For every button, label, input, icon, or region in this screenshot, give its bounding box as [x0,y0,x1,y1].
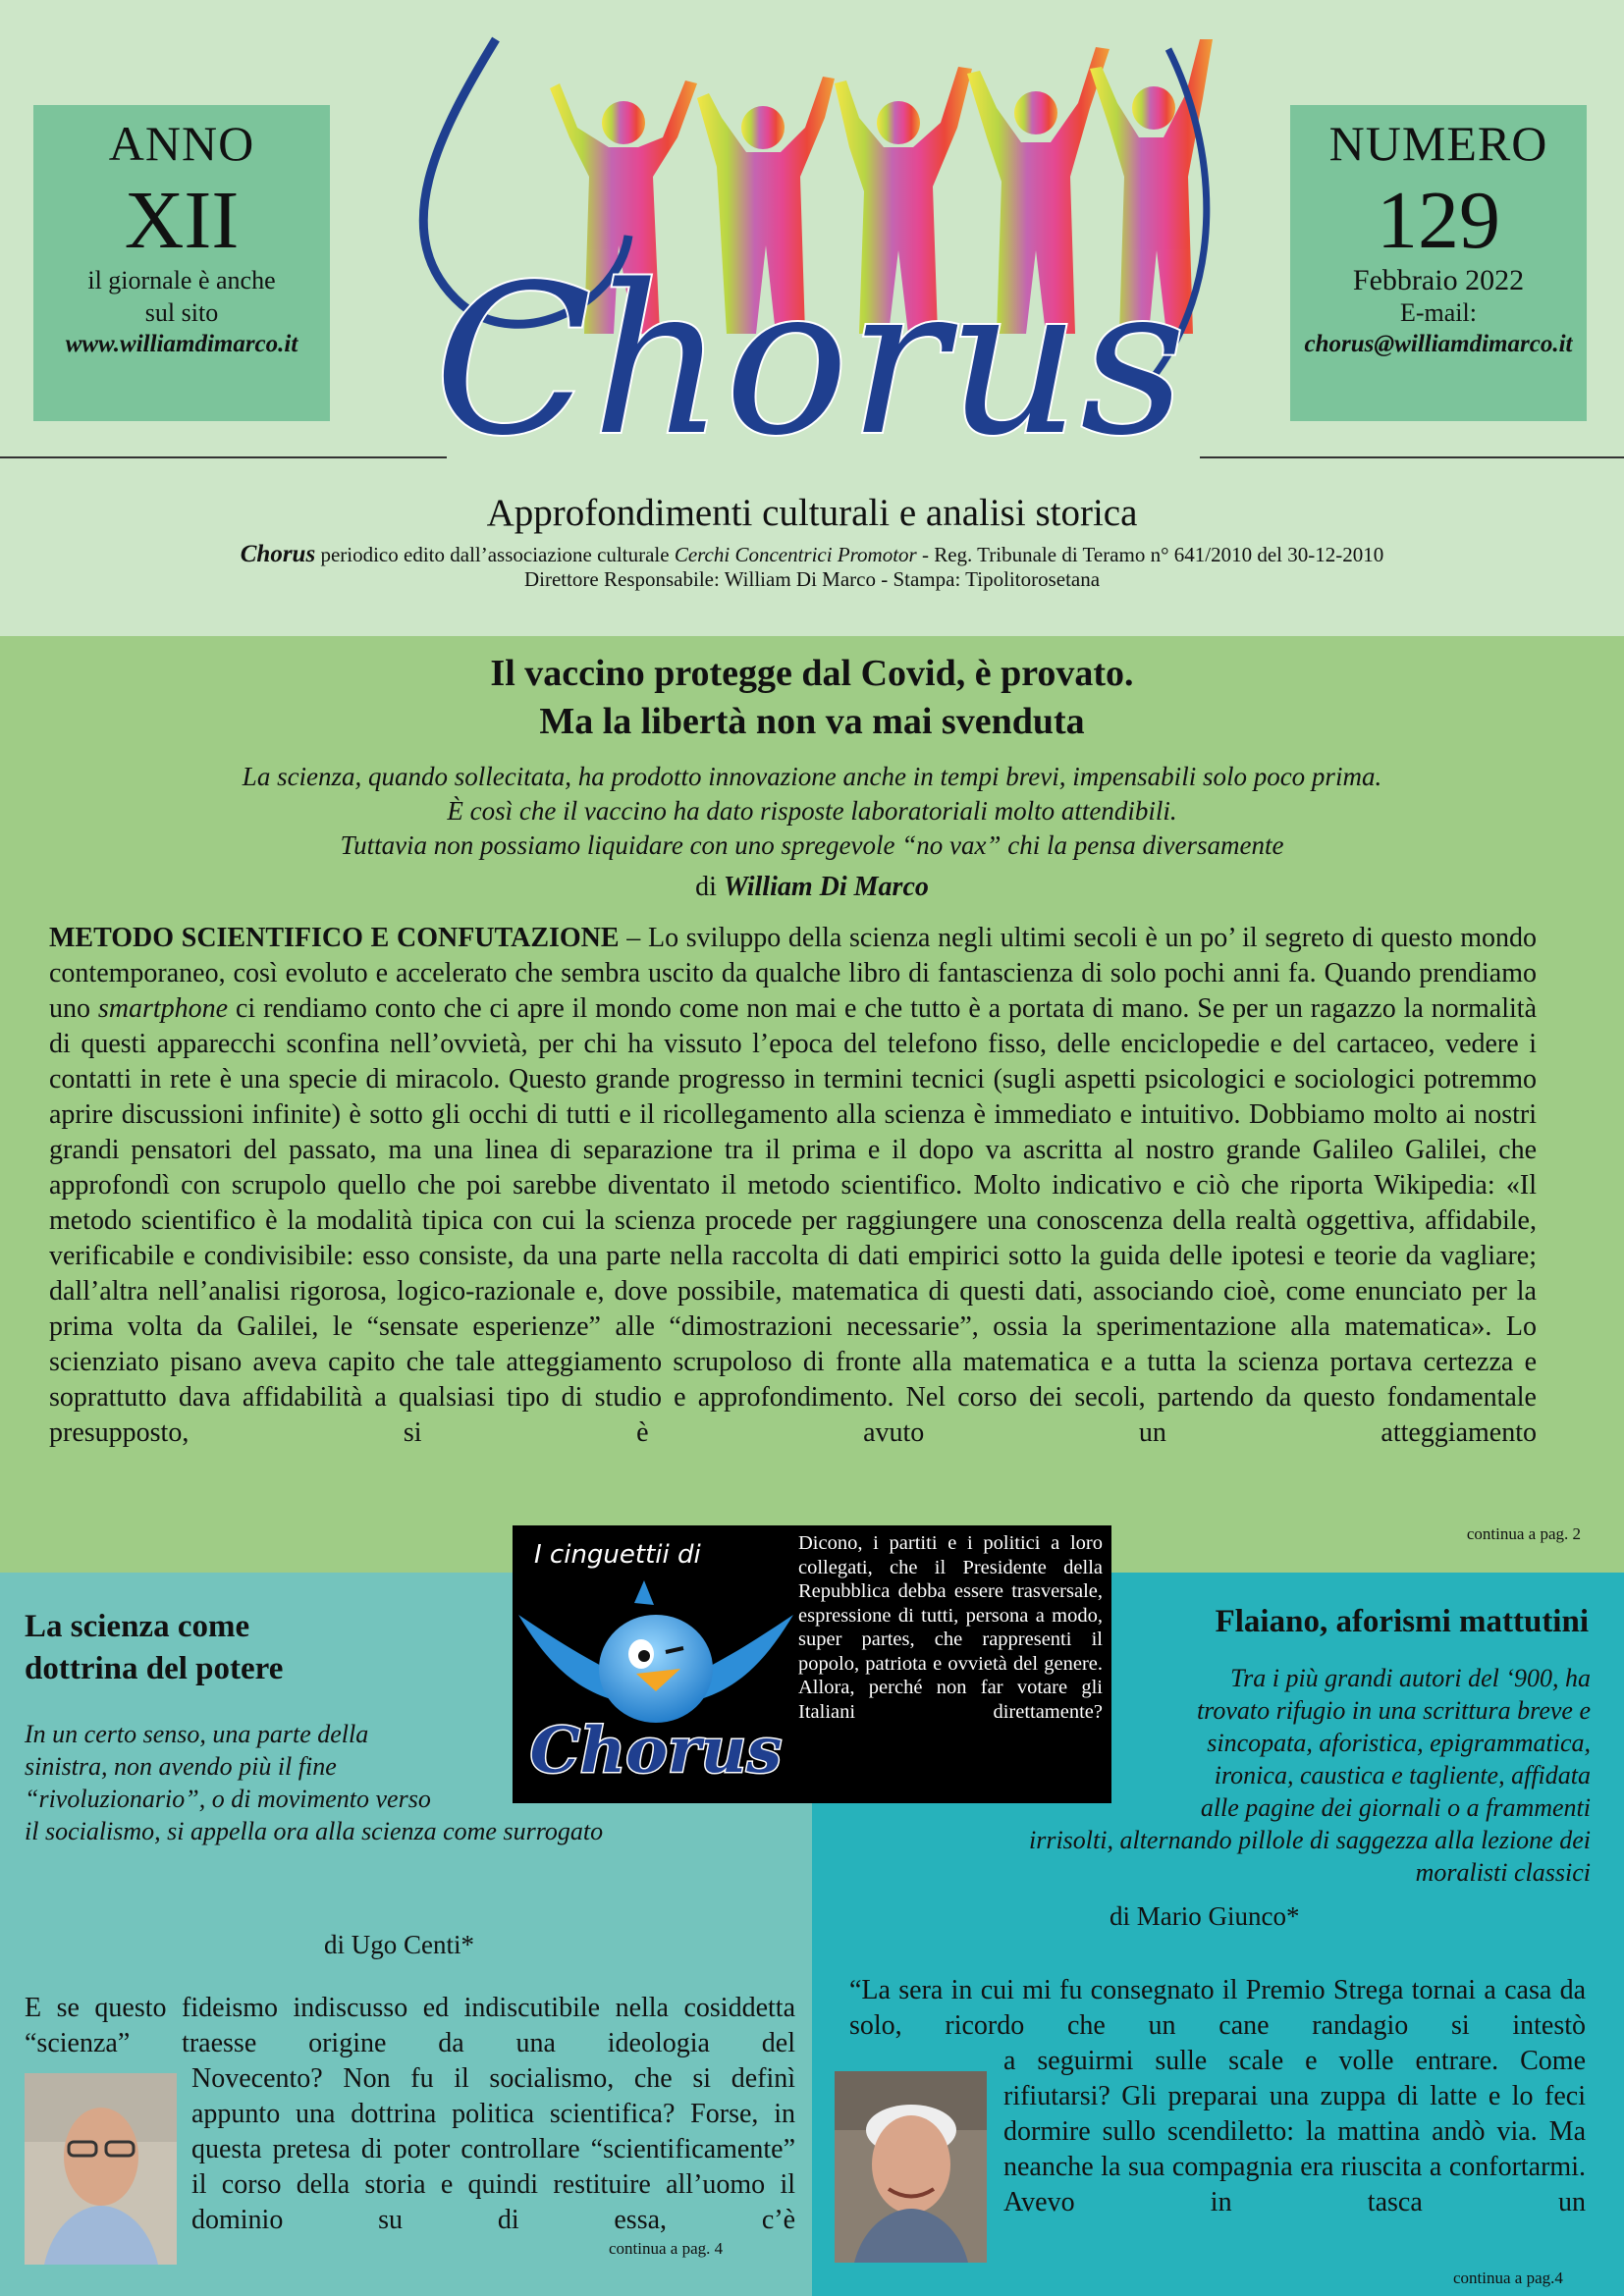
tweet-logo-text: Chorus [529,1714,783,1788]
subhead-line2: È così che il vaccino ha dato risposte laboratoriali molto attendibili. [447,796,1177,826]
numero-label: NUMERO [1328,116,1548,171]
masthead-rule-right [1200,456,1624,458]
headline-line1: Il vaccino protegge dal Covid, è provato. [490,653,1134,694]
main-byline [0,872,1624,903]
subhead-line1: La scienza, quando sollecitata, ha prodotto innovazione anche in tempi brevi, impensabili solo poco prima. [242,762,1382,791]
main-subheading [0,760,1624,863]
left-sub-line3: “rivoluzionario”, o di movimento verso [25,1785,431,1813]
headline-line2: Ma la libertà non va mai svenduta [539,701,1085,742]
right-article-body-wrap: a seguirmi sulle scale e volle entrare. Come rifiutarsi? Gli preparai una zuppa di latte e lo feci dormire sullo scendiletto: la mattina andò via. Ma neanche la sua compagnia era riuscita a confortarmi. Avevo in tasca un [1003,2046,1586,2217]
main-article-body [49,921,1537,1451]
right-continue-link[interactable]: continua a pag.4 [1453,2269,1563,2287]
credits-assoc: Cerchi Concentrici Promotor [674,543,917,566]
main-author: William Di Marco [723,872,929,902]
email-link[interactable]: chorus@williamdimarco.it [1304,331,1573,357]
anno-box [33,105,330,421]
tweet-title: I cinguettii di [534,1540,701,1570]
right-sub-line1: Tra i più grandi autori del ‘900, ha [1230,1664,1591,1692]
right-sub-line6: irrisolti, alternando pillole di saggezza alla lezione dei [1029,1826,1591,1854]
issue-date: Febbraio 2022 [1352,264,1525,296]
right-sub-line4: ironica, caustica e tagliente, affidata [1214,1761,1591,1789]
numero-value: 129 [1377,175,1500,266]
left-continue-link[interactable]: continua a pag. 4 [609,2239,724,2258]
author-photo-ugo-centi [25,2073,177,2265]
left-title-line1: La scienza come [25,1609,250,1644]
article-lede: METODO SCIENTIFICO E CONFUTAZIONE [49,923,620,953]
left-article-byline: di Ugo Centi* [324,1930,474,1959]
right-sub-line2: trovato rifugio in una scrittura breve e [1196,1696,1591,1725]
left-sub-line1: In un certo senso, una parte della [25,1720,369,1748]
left-article-body-top: E se questo fideismo indiscusso ed indiscutibile nella cosiddetta “scienza” traesse origine da una ideologia del [25,1993,795,2058]
website-link[interactable]: www.williamdimarco.it [65,331,298,357]
byline-prefix: di [695,872,724,902]
left-article-body-wrap: Novecento? Non fu il socialismo, che si definì appunto una dottrina politica scientifica? Forse, in questa pretesa di poter controllare “scientificamente” il corso della storia e quindi restituire all’uomo il dominio su di essa, c’è [191,2063,795,2235]
body-part-a: – Lo sviluppo della scienza negli ultimi secoli è un po’ il segreto di questo mondo contemporaneo, così evoluto e accelerato che sembra uscito da qualche libro di fantascienza di solo pochi anni fa. Quando prendiamo uno [49,923,1538,1024]
right-sub-line3: sincopata, aforistica, epigrammatica, [1207,1729,1591,1757]
subhead-line3: Tuttavia non possiamo liquidare con uno spregevole “no vax” chi la pensa diversamente [340,830,1284,860]
credits-brand: Chorus [240,541,316,567]
right-article-body-top: “La sera in cui mi fu consegnato il Premio Strega tornai a casa da solo, ricordo che un cane randagio si intestò [849,1975,1586,2041]
body-emphasis: smartphone [97,993,229,1024]
tagline: Approfondimenti culturali e analisi storica [486,492,1138,534]
right-article-title: Flaiano, aforismi mattutini [1215,1604,1589,1639]
tweet-text: Dicono, i partiti e i politici a loro collegati, che il Presidente della Repubblica debba essere trasversale, espressione di tutti, persona a modo, super partes, che rappresenti il popolo, patriota e ovvietà del genere. Allora, perché non far votare gli Italiani direttamente? [798,1532,1103,1723]
right-sub-line5: alle pagine dei giornali o a frammenti [1200,1793,1591,1822]
anno-line2: sul sito [144,298,219,327]
right-sub-line7: moralisti classici [1415,1858,1591,1887]
main-headline [0,650,1624,746]
numero-box [1290,105,1587,421]
credits-part1: periodico edito dall’associazione culturale [315,543,675,566]
left-article-title [25,1606,283,1690]
email-label: E-mail: [1400,298,1477,327]
publisher-credits [0,541,1624,568]
left-sub-line2: sinistra, non avendo più il fine [25,1752,337,1781]
anno-label: ANNO [108,116,255,171]
right-article-byline: di Mario Giunco* [1110,1901,1300,1931]
left-article-subheading [25,1718,712,1847]
main-continue-link[interactable]: continua a pag. 2 [1466,1524,1581,1543]
anno-value: XII [124,175,240,266]
left-sub-line4: il socialismo, si appella ora alla scienza come surrogato [25,1817,604,1845]
anno-line1: il giornale è anche [87,266,276,294]
chorus-logo [403,10,1218,471]
left-title-line2: dottrina del potere [25,1651,284,1686]
credits-part2: - Reg. Tribunale di Teramo n° 641/2010 del 30-12-2010 [916,543,1384,566]
editor-credits: Direttore Responsabile: William Di Marco - Stampa: Tipolitorosetana [523,567,1101,591]
masthead-rule-left [0,456,447,458]
author-photo-mario-giunco [835,2071,987,2263]
logo-text: Chorus [434,240,1186,471]
body-part-b: ci rendiamo conto che ci apre il mondo come non mai e che tutto è a portata di mano. Se per un ragazzo la normalità di questi apparecchi sconfina nell’ovvietà, per chi ha vissuto l’epoca del telefono fisso, delle enciclopedie e del cartaceo, vedere i contatti in rete è una specie di miracolo. Questo grande progresso in termini tecnici (sugli aspetti psicologici e sociologici potremmo aprire discussioni infinite) è sotto gli occhi di tutti e il ricollegamento alla scienza è immediato e intuitivo. Dobbiamo molto ai nostri grandi pensatori del passato, ma una linea di separazione tra il prima e il dopo va ascritta al nostro grande Galileo Galilei, che approfondì con scrupolo quello che poi sarebbe diventato il metodo scientifico. Molto indicativo e ciò che riporta Wikipedia: «Il metodo scientifico è la modalità tipica con cui la scienza procede per raggiungere una conoscenza della realtà oggettiva, affidabile, verificabile e condivisibile: esso consiste, da una parte nella raccolta di dati empirici sotto la guida delle ipotesi e teorie da vagliare; dall’altra nell’analisi rigorosa, logico-razionale e, dove possibile, matematica di questi dati, associando cioè, come enunciato per la prima volta da Galilei, le “sensate esperienze” alle “dimostrazioni necessarie”, ossia la sperimentazione alla matematica». Lo scienziato pisano aveva capito che tale atteggiamento scrupoloso di fronte alla matematica e a tutta la scienza portava certezza e soprattutto dava affidabilità a qualsiasi tipo di studio e approfondimento. Nel corso dei secoli, partendo da questo fondamentale presupposto, si è avuto un atteggiamento [49,993,1537,1448]
right-article-subheading [913,1662,1591,1889]
